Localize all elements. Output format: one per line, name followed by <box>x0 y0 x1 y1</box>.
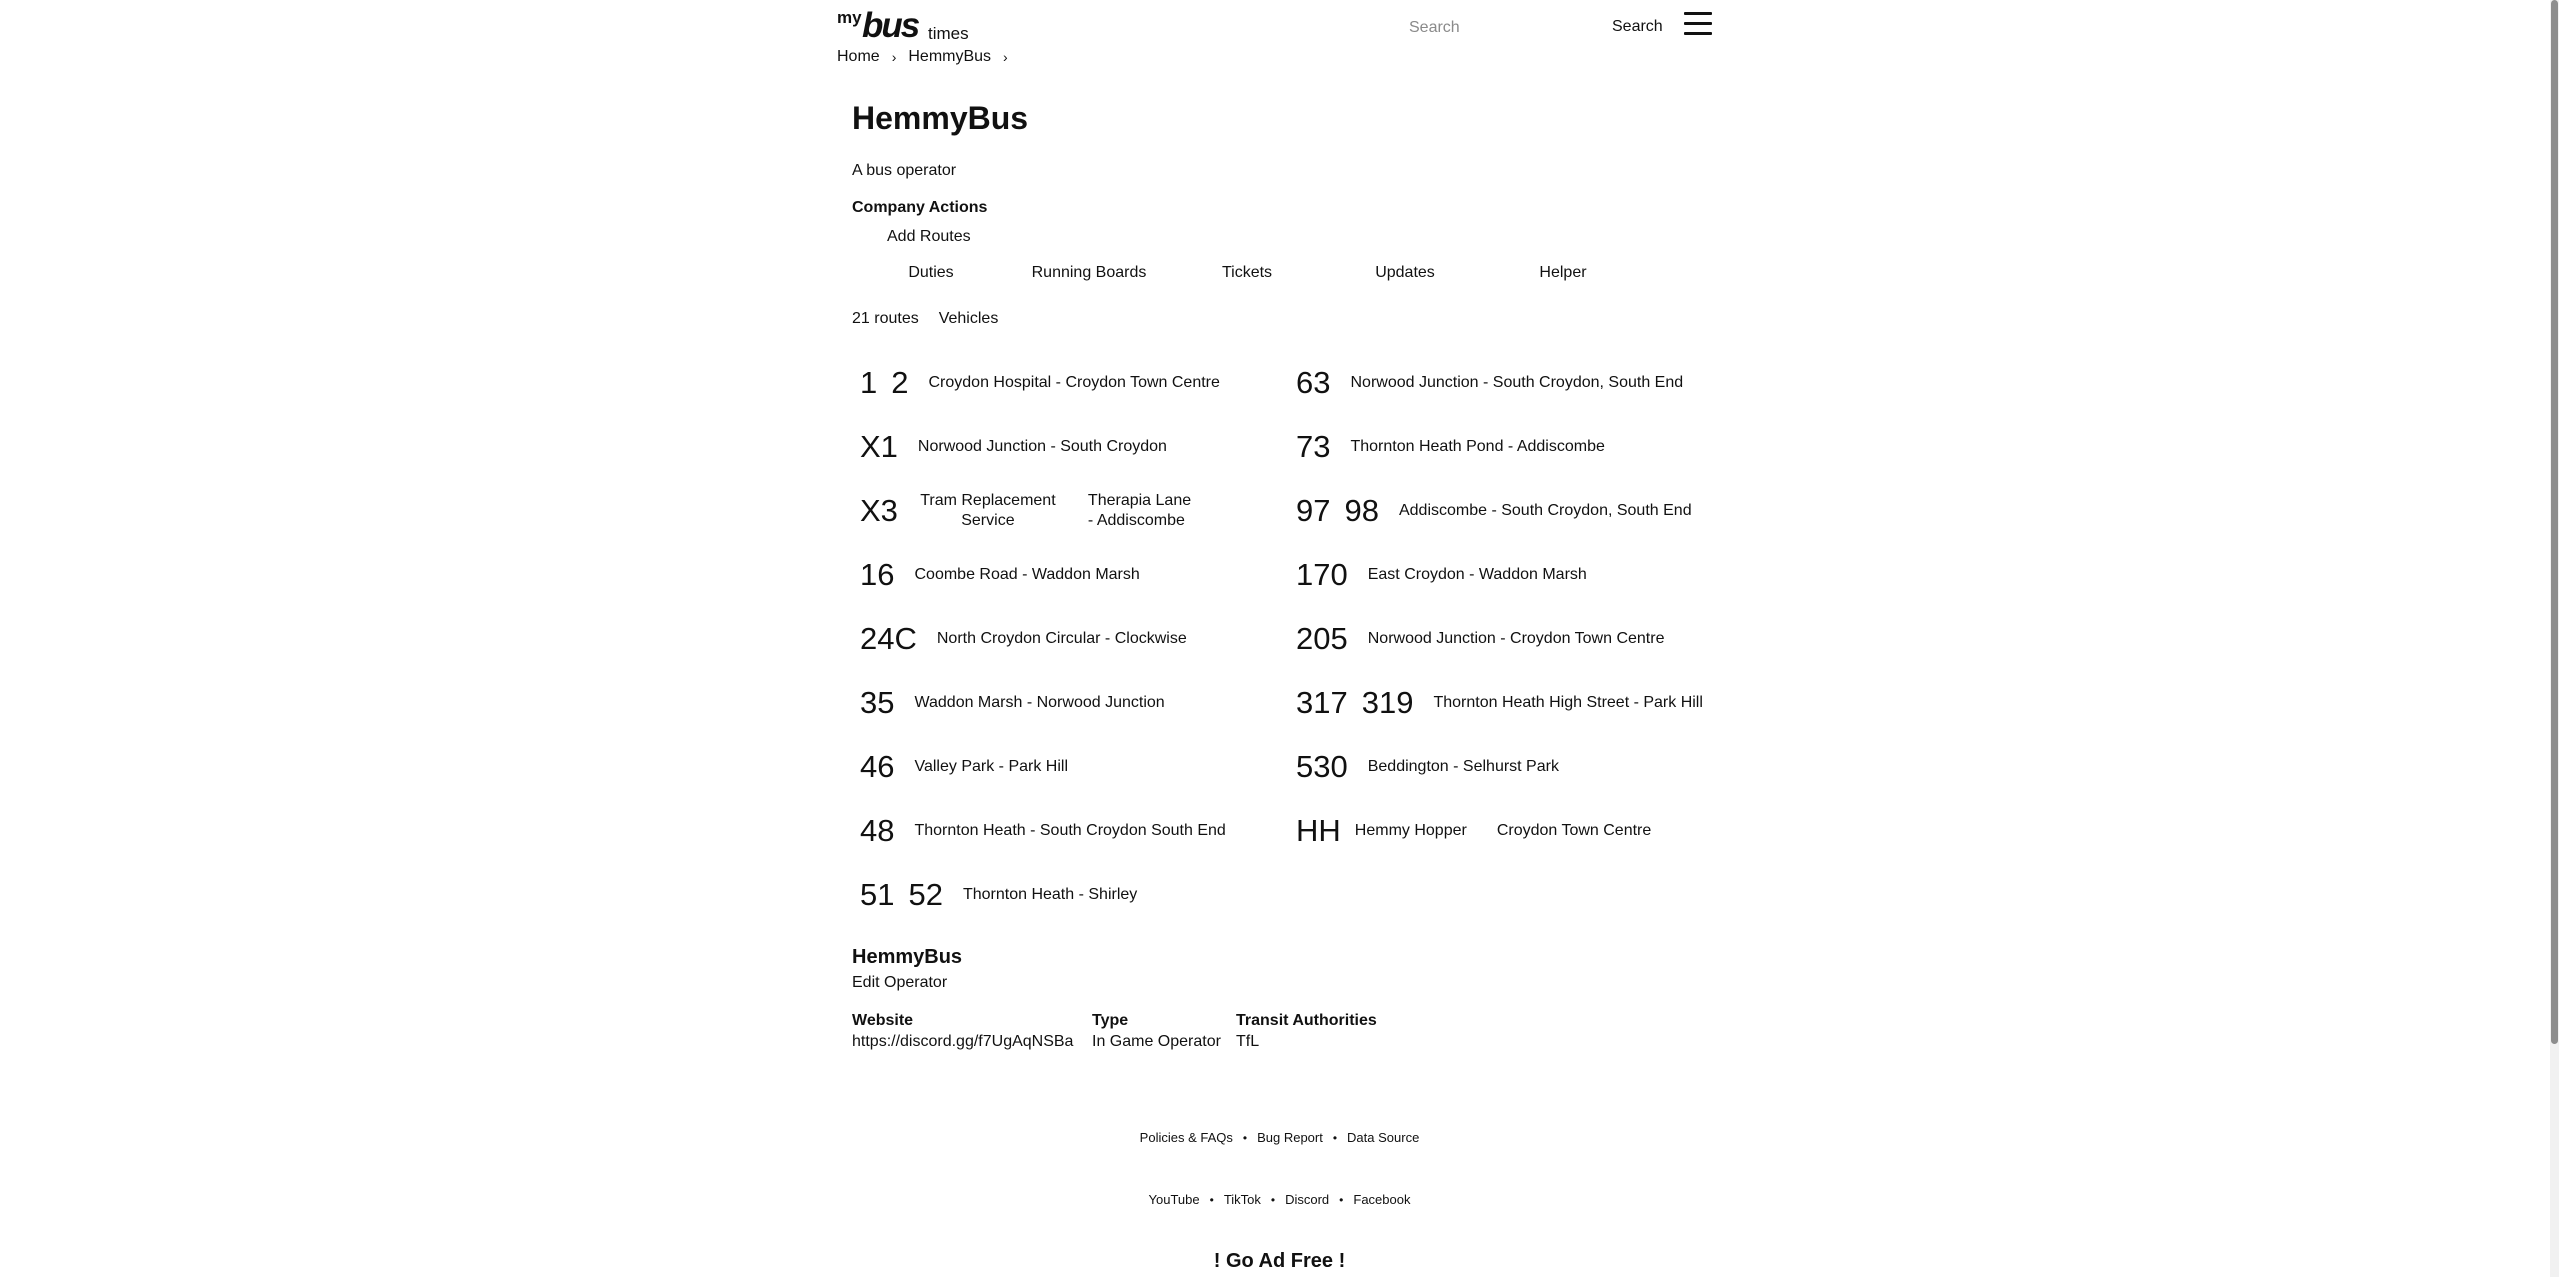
route-hh[interactable] <box>1296 806 1651 856</box>
route-97-98[interactable] <box>1296 486 1692 536</box>
route-530[interactable] <box>1296 742 1559 792</box>
route-51-52[interactable] <box>860 870 1137 920</box>
route-number: 98 <box>1344 493 1379 528</box>
logo-times: times <box>928 24 969 43</box>
route-48[interactable] <box>860 806 1226 856</box>
operator-description: A bus operator <box>852 162 957 179</box>
route-description: Croydon Town Centre <box>1496 822 1652 839</box>
authority-link[interactable]: TfL <box>1236 1033 1260 1050</box>
breadcrumb-separator: › <box>891 49 897 65</box>
tab-vehicles[interactable]: Vehicles <box>938 310 999 327</box>
route-16[interactable] <box>860 550 1140 600</box>
route-number: 46 <box>860 749 895 784</box>
type-value: In Game Operator <box>1092 1033 1221 1050</box>
edit-operator-link[interactable]: Edit Operator <box>852 974 948 991</box>
discord-link[interactable]: Discord <box>1285 1192 1330 1207</box>
page-scrollbar[interactable] <box>2550 0 2559 1277</box>
route-description: Coombe Road - Waddon Marsh <box>914 566 1140 583</box>
main-container <box>837 0 1717 1277</box>
scrollbar-thumb[interactable] <box>2551 0 2558 1044</box>
operator-tabs <box>852 310 998 328</box>
route-24c[interactable] <box>860 614 1187 664</box>
route-description: Norwood Junction - South Croydon, South End <box>1350 374 1684 391</box>
route-x1[interactable] <box>860 422 1167 472</box>
route-service-name: Hemmy Hopper <box>1354 822 1467 839</box>
authorities-label: Transit Authorities <box>1236 1012 1377 1029</box>
footer-social-links <box>0 1192 2559 1207</box>
breadcrumb-separator: › <box>1003 49 1008 65</box>
route-description: North Croydon Circular - Clockwise <box>936 630 1187 647</box>
route-description: Croydon Hospital - Croydon Town Centre <box>928 374 1220 391</box>
hamburger-menu-icon[interactable] <box>1684 12 1712 36</box>
route-number: 317 <box>1296 685 1348 720</box>
footer-dot: • <box>1332 1131 1338 1145</box>
route-description: Thornton Heath Pond - Addiscombe <box>1350 438 1605 455</box>
route-317-319[interactable] <box>1296 678 1703 728</box>
route-number: 51 <box>860 877 895 912</box>
tiktok-link[interactable]: TikTok <box>1223 1192 1261 1207</box>
route-description: Beddington - Selhurst Park <box>1367 758 1559 775</box>
logo-my: my <box>837 8 862 27</box>
authorities-detail <box>1236 1010 1377 1052</box>
website-detail <box>852 1010 1073 1052</box>
route-description: Thornton Heath - South Croydon South End <box>914 822 1226 839</box>
route-number: 24C <box>860 621 917 656</box>
footer-dot: • <box>1209 1193 1214 1207</box>
operator-name: HemmyBus <box>852 946 963 968</box>
route-number: 48 <box>860 813 895 848</box>
route-205[interactable] <box>1296 614 1664 664</box>
route-description: Addiscombe - South Croydon, South End <box>1398 502 1692 519</box>
route-description: Valley Park - Park Hill <box>914 758 1068 775</box>
route-number: 205 <box>1296 621 1348 656</box>
route-number: 63 <box>1296 365 1331 400</box>
breadcrumb-operator[interactable]: HemmyBus <box>908 48 992 65</box>
go-ad-free-link[interactable]: ! Go Ad Free ! <box>1213 1250 1346 1272</box>
route-number: 52 <box>908 877 943 912</box>
site-logo[interactable] <box>837 8 977 44</box>
policies-link[interactable]: Policies & FAQs <box>1139 1130 1233 1145</box>
footer-dot: • <box>1242 1131 1248 1145</box>
route-number: X3 <box>860 493 898 528</box>
route-number: X1 <box>860 429 898 464</box>
route-number: 1 <box>860 365 878 400</box>
type-detail <box>1092 1010 1221 1052</box>
route-x3[interactable] <box>860 486 1228 536</box>
youtube-link[interactable]: YouTube <box>1148 1192 1200 1207</box>
website-label: Website <box>852 1012 914 1029</box>
footer-dot: • <box>1339 1193 1344 1207</box>
route-number: 16 <box>860 557 895 592</box>
tab-routes[interactable]: 21 routes <box>852 310 919 327</box>
route-35[interactable] <box>860 678 1165 728</box>
running-boards-link[interactable]: Running Boards <box>1031 264 1147 281</box>
breadcrumb-home[interactable]: Home <box>837 48 880 65</box>
breadcrumb <box>837 48 1020 66</box>
logo-bus: bus <box>862 6 919 45</box>
route-description: Thornton Heath - Shirley <box>962 886 1138 903</box>
route-number: 35 <box>860 685 895 720</box>
bug-report-link[interactable]: Bug Report <box>1257 1130 1323 1145</box>
route-number: 319 <box>1361 685 1414 720</box>
type-label: Type <box>1092 1012 1129 1029</box>
updates-link[interactable]: Updates <box>1375 264 1435 281</box>
route-46[interactable] <box>860 742 1068 792</box>
page-title: HemmyBus <box>852 100 1029 136</box>
search-button[interactable]: Search <box>1612 14 1663 40</box>
route-number: 2 <box>891 365 909 400</box>
route-number: 530 <box>1296 749 1348 784</box>
route-number: 73 <box>1296 429 1331 464</box>
footer-links <box>0 1130 2559 1145</box>
company-actions-bar <box>852 264 1642 290</box>
route-73[interactable] <box>1296 422 1605 472</box>
add-routes-link[interactable]: Add Routes <box>887 228 971 245</box>
route-1-2[interactable] <box>860 358 1220 408</box>
footer-dot: • <box>1270 1193 1276 1207</box>
company-actions-label: Company Actions <box>852 199 988 216</box>
route-number: 97 <box>1296 493 1331 528</box>
route-number: HH <box>1296 813 1341 848</box>
website-link[interactable]: https://discord.gg/f7UgAqNSBa <box>852 1033 1074 1050</box>
route-description: Waddon Marsh - Norwood Junction <box>914 694 1165 711</box>
route-description: Norwood Junction - Croydon Town Centre <box>1367 630 1665 647</box>
route-service-name: Tram Replacement Service <box>920 492 1056 529</box>
route-number: 170 <box>1296 557 1348 592</box>
data-source-link[interactable]: Data Source <box>1347 1130 1420 1145</box>
route-description: Therapia Lane - Addiscombe <box>1087 492 1192 529</box>
helper-link[interactable]: Helper <box>1539 264 1587 281</box>
route-63[interactable] <box>1296 358 1683 408</box>
tickets-link[interactable]: Tickets <box>1221 264 1273 281</box>
route-description: East Croydon - Waddon Marsh <box>1367 566 1587 583</box>
route-170[interactable] <box>1296 550 1587 600</box>
search-input[interactable] <box>1407 14 1581 42</box>
duties-link[interactable]: Duties <box>908 264 954 281</box>
route-description: Norwood Junction - South Croydon <box>917 438 1167 455</box>
facebook-link[interactable]: Facebook <box>1353 1192 1411 1207</box>
route-description: Thornton Heath High Street - Park Hill <box>1433 694 1703 711</box>
